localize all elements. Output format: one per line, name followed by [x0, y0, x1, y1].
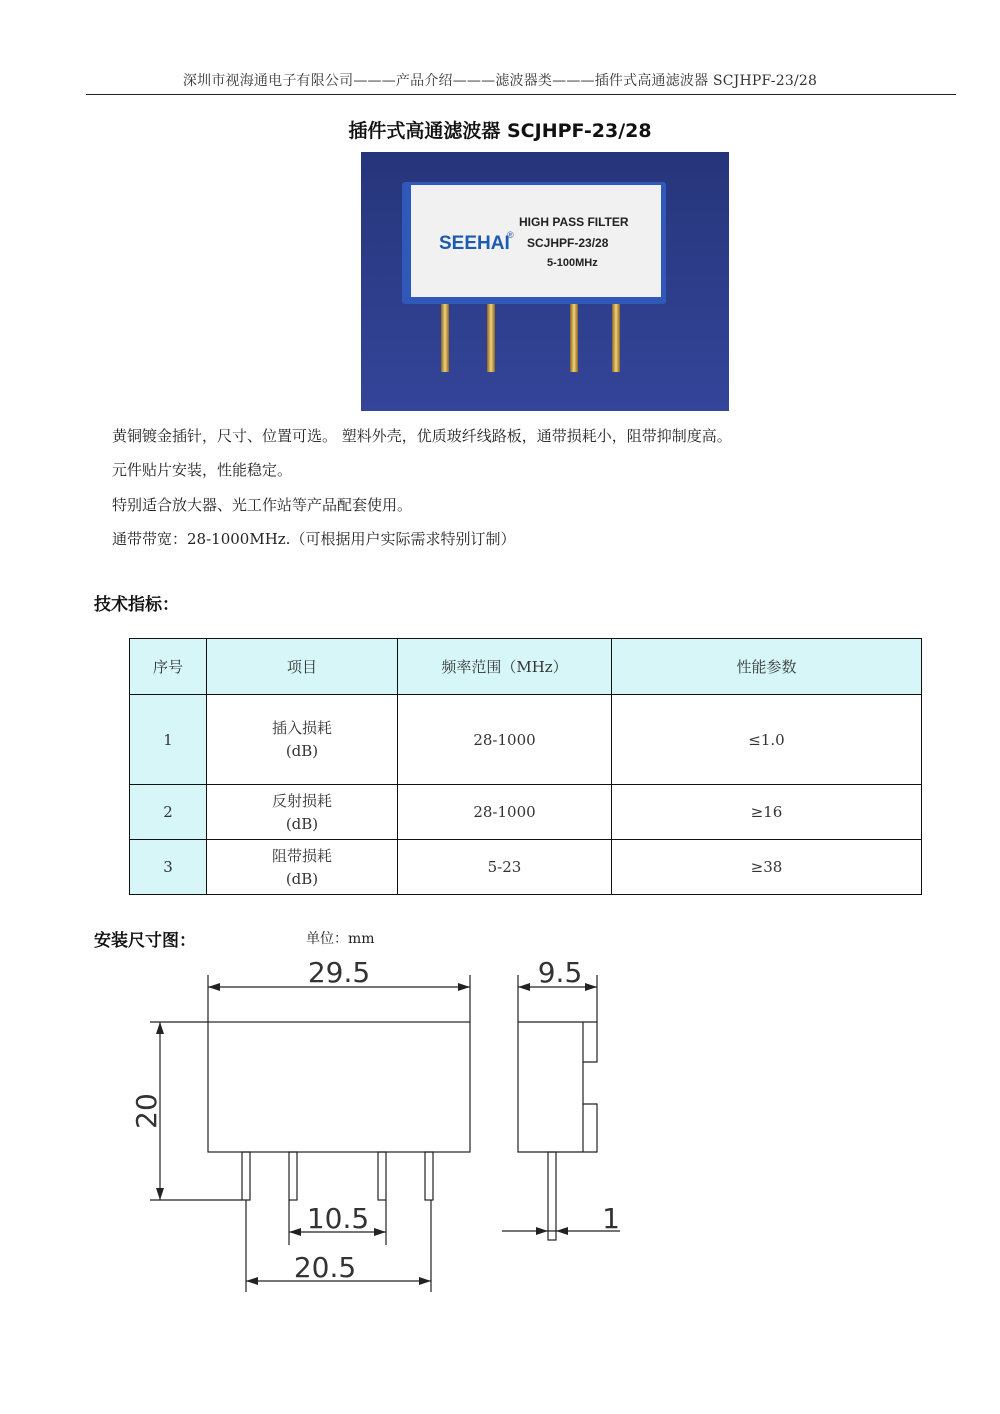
- product-photo: [361, 152, 729, 411]
- table-row: [130, 695, 922, 785]
- arrow-width-right: [458, 983, 470, 991]
- header-range: 频率范围（MHz）: [398, 639, 612, 695]
- row-value: ≤1.0: [612, 695, 922, 785]
- table-row: [130, 785, 922, 840]
- row-value: ≥38: [612, 840, 922, 895]
- front-pin-1: [242, 1152, 250, 1200]
- arrow-height-top: [156, 1022, 164, 1034]
- arrow-dia-left: [536, 1227, 548, 1235]
- front-pin-3: [378, 1152, 386, 1200]
- row-item-name: 反射损耗: [271, 791, 332, 810]
- dim-pin-dia-label: 1: [602, 1202, 620, 1235]
- row-range: 28-1000: [398, 695, 612, 785]
- arrow-height-bottom: [156, 1188, 164, 1200]
- row-item-unit: (dB): [285, 814, 319, 833]
- row-value: ≥16: [612, 785, 922, 840]
- row-range: 5-23: [398, 840, 612, 895]
- header-no: 序号: [130, 639, 207, 695]
- side-view-body: [518, 1022, 597, 1152]
- arrow-dia-right: [556, 1227, 568, 1235]
- description-line-2: 元件贴片安装，性能稳定。: [112, 461, 293, 479]
- row-item: [207, 695, 398, 785]
- arrow-thick-left: [518, 983, 530, 991]
- front-view-body: [208, 1022, 470, 1152]
- page-header: 深圳市视海通电子有限公司———产品介绍———滤波器类———插件式高通滤波器 SCJHPF-23/28: [182, 73, 818, 89]
- dim-width-label: 29.5: [307, 956, 371, 989]
- header-divider: [86, 94, 956, 95]
- arrow-spacing-right: [374, 1228, 386, 1236]
- row-no: 1: [130, 695, 207, 785]
- arrow-width-left: [208, 983, 220, 991]
- row-item-unit: (dB): [285, 869, 319, 888]
- photo-label-line1: HIGH PASS FILTER: [519, 215, 629, 229]
- document-title: 插件式高通滤波器 SCJHPF-23/28: [348, 120, 652, 142]
- photo-label-line2: SCJHPF-23/28: [527, 236, 609, 250]
- arrow-span-right: [419, 1277, 431, 1285]
- row-item: [207, 785, 398, 840]
- header-item: 项目: [207, 639, 398, 695]
- row-item-name: 插入损耗: [271, 719, 332, 737]
- row-no: 2: [130, 785, 207, 840]
- pin-4: [612, 304, 620, 372]
- photo-reg-mark: ®: [507, 230, 514, 240]
- pin-1: [441, 304, 449, 372]
- photo-label-line3: 5-100MHz: [547, 257, 598, 269]
- row-item: [207, 840, 398, 895]
- header-value: 性能参数: [612, 639, 922, 695]
- pin-2: [487, 304, 495, 372]
- row-item-unit: (dB): [285, 742, 319, 760]
- pin-3: [570, 304, 578, 372]
- dim-thickness-label: 9.5: [537, 956, 583, 989]
- front-pin-2: [289, 1152, 297, 1200]
- table-row: [130, 840, 922, 895]
- row-item-name: 阻带损耗: [271, 846, 332, 865]
- photo-brand: SEEHAI: [439, 233, 510, 254]
- dimension-section-title: 安装尺寸图：: [94, 931, 196, 951]
- dim-height-label: 20: [130, 1093, 163, 1129]
- arrow-span-left: [246, 1277, 258, 1285]
- description-line-4: 通带带宽：28-1000MHz.（可根据用户实际需求特别订制）: [112, 530, 516, 548]
- description-line-1: 黄铜镀金插针，尺寸、位置可选。 塑料外壳，优质玻纤线路板，通带损耗小，阻带抑制度高。: [112, 427, 732, 445]
- dim-pin-spacing-label: 10.5: [306, 1202, 370, 1235]
- row-range: 28-1000: [398, 785, 612, 840]
- dimension-drawing: [0, 940, 700, 1300]
- dim-pin-span-label: 20.5: [293, 1251, 357, 1284]
- spec-section-title: 技术指标：: [94, 595, 179, 615]
- unit-note: 单位：mm: [306, 931, 375, 947]
- spec-table: [129, 638, 922, 895]
- description-line-3: 特别适合放大器、光工作站等产品配套使用。: [112, 496, 413, 514]
- arrow-spacing-left: [289, 1228, 301, 1236]
- front-pin-4: [425, 1152, 433, 1200]
- side-pin: [548, 1152, 556, 1240]
- row-no: 3: [130, 840, 207, 895]
- spec-table-header: [130, 639, 922, 695]
- arrow-thick-right: [585, 983, 597, 991]
